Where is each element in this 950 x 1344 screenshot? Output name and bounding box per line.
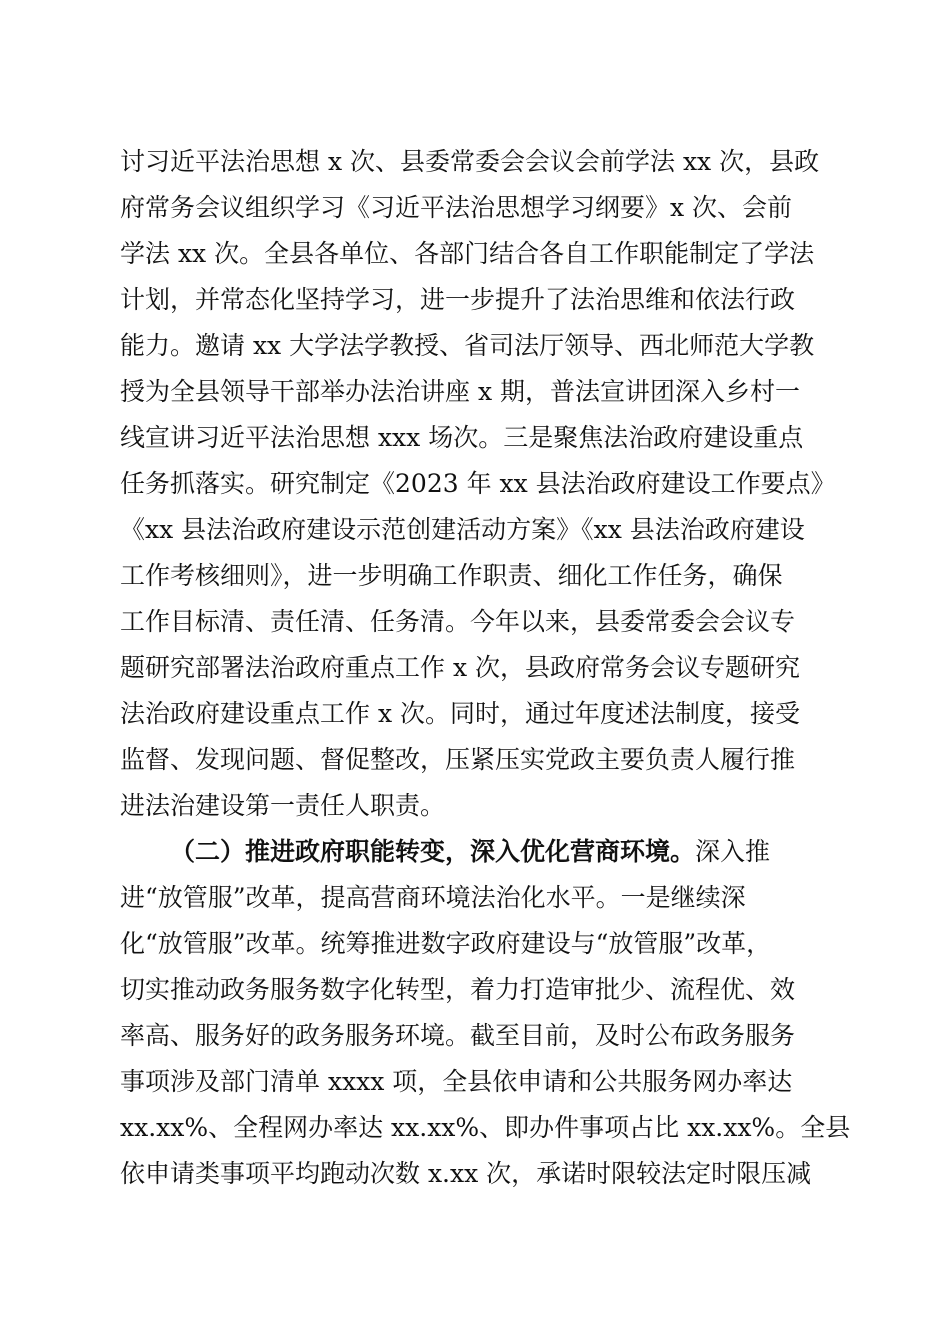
paragraph-line: 进法治建设第一责任人职责。 (120, 791, 446, 820)
section-heading-line (170, 837, 770, 867)
paragraph-line: 工作考核细则》，进一步明确工作职责、细化工作任务，确保 (120, 561, 783, 590)
paragraph-line: 任务抓落实。研究制定《2023 年 xx 县法治政府建设工作要点》 (120, 469, 836, 498)
paragraph-line: 府常务会议组织学习《习近平法治思想学习纲要》x 次、会前 (120, 193, 793, 222)
paragraph-line: 工作目标清、责任清、任务清。今年以来，县委常委会会议专 (120, 607, 796, 636)
paragraph-line: 依申请类事项平均跑动次数 x.xx 次，承诺时限较法定时限压减 (120, 1159, 812, 1188)
paragraph-line: 计划，并常态化坚持学习，进一步提升了法治思维和依法行政 (120, 285, 796, 314)
paragraph-line: xx.xx%、全程网办率达 xx.xx%、即办件事项占比 xx.xx%。全县 (120, 1113, 851, 1142)
section-heading: （二）推进政府职能转变，深入优化营商环境。 (170, 837, 696, 866)
paragraph-line: 《xx 县法治政府建设示范创建活动方案》《xx 县法治政府建设 (120, 515, 805, 544)
paragraph-line: 能力。邀请 xx 大学法学教授、省司法厅领导、西北师范大学教 (120, 331, 815, 360)
paragraph-line: 切实推动政务服务数字化转型，着力打造审批少、流程优、效 (120, 975, 796, 1004)
paragraph-line: 线宣讲习近平法治思想 xxx 场次。三是聚焦法治政府建设重点 (120, 423, 804, 452)
paragraph-line: 题研究部署法治政府重点工作 x 次，县政府常务会议专题研究 (120, 653, 800, 682)
paragraph-line: 监督、发现问题、督促整改，压紧压实党政主要负责人履行推 (120, 745, 796, 774)
paragraph-line: 率高、服务好的政务服务环境。截至目前，及时公布政务服务 (120, 1021, 796, 1050)
section-heading-continuation: 深入推 (695, 837, 771, 866)
paragraph-line: 学法 xx 次。全县各单位、各部门结合各自工作职能制定了学法 (120, 239, 815, 268)
paragraph-line: 进“放管服”改革，提高营商环境法治化水平。一是继续深 (120, 883, 746, 912)
paragraph-line: 化“放管服”改革。统筹推进数字政府建设与“放管服”改革， (120, 929, 772, 958)
paragraph-line: 事项涉及部门清单 xxxx 项，全县依申请和公共服务网办率达 (120, 1067, 793, 1096)
paragraph-line: 讨习近平法治思想 x 次、县委常委会会议会前学法 xx 次，县政 (120, 147, 820, 176)
paragraph-line: 法治政府建设重点工作 x 次。同时，通过年度述法制度，接受 (120, 699, 800, 728)
paragraph-line: 授为全县领导干部举办法治讲座 x 期，普法宣讲团深入乡村一 (120, 377, 800, 406)
